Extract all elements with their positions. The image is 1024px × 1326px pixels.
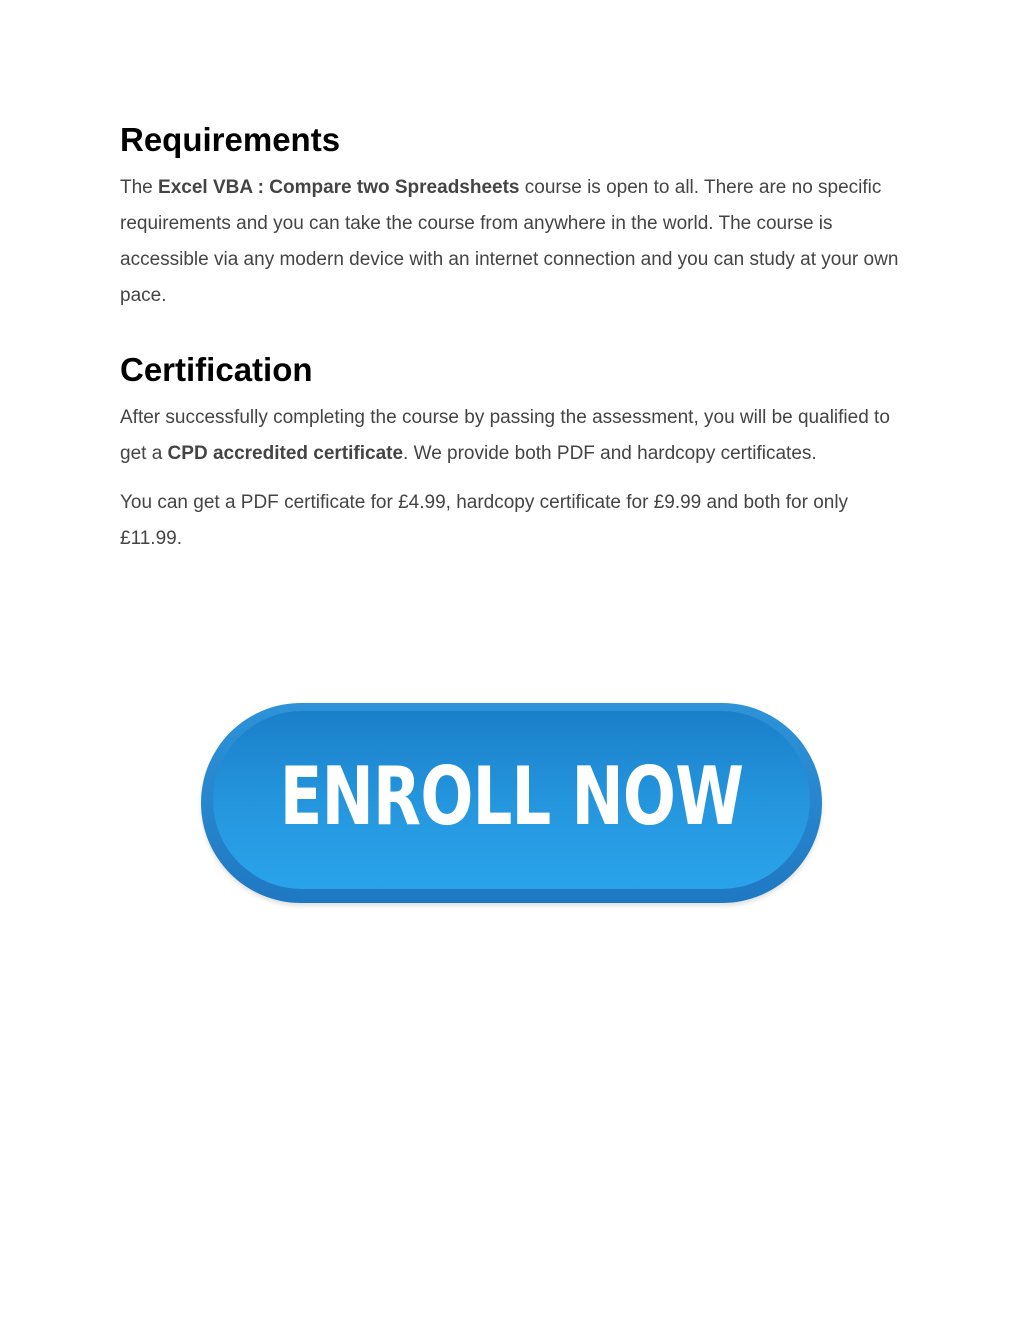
certificate-type: CPD accredited certificate [167, 443, 404, 464]
pricing-paragraph: You can get a PDF certificate for £4.99, hardcopy certificate for £9.99 and both for only £11.99. [120, 492, 849, 549]
requirements-text-end: course is open to all. There are no specific requirements and you can take the course from anywhere in the world. The course is accessible via any modern device with an internet connection and you can study at your own pace. [120, 177, 899, 306]
document-page [120, 118, 910, 557]
enroll-button-label: ENROLL NOW [279, 750, 744, 843]
certification-text-start: After successfully completing the course by passing the assessment, you will be qualified to get a [120, 407, 890, 464]
certification-text-end: . We provide both PDF and hardcopy certificates. [403, 443, 817, 464]
requirements-paragraph [120, 170, 910, 314]
certification-heading: Certification [120, 351, 313, 388]
enroll-now-button[interactable] [201, 703, 822, 903]
requirements-heading: Requirements [120, 121, 341, 158]
course-name: Excel VBA : Compare two Spreadsheets [158, 177, 520, 198]
requirements-text-start: The [120, 177, 159, 198]
certification-paragraph [120, 400, 910, 472]
